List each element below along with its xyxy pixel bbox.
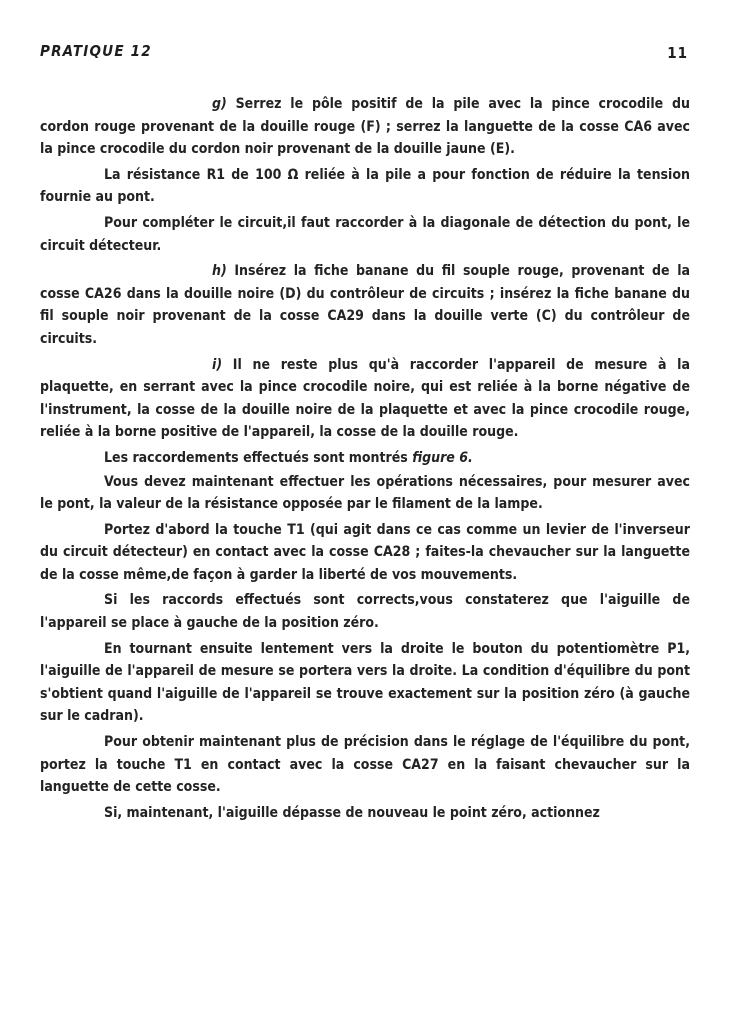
paragraph-text: Vous devez maintenant effectuer les opérations nécessaires, pour mesurer avec le pont, la valeur de la résistance opposée par le filament de la lampe. [40,473,690,513]
paragraph-final [40,802,690,825]
paragraph-step-i [40,354,690,444]
paragraph-aiguille [40,589,690,634]
paragraph-text: Les raccordements effectués sont montrés [104,449,413,466]
page-number: 11 [667,44,688,62]
paragraph-step-g [40,93,690,161]
paragraph-text: Pour obtenir maintenant plus de précision dans le réglage de l'équilibre du pont, portez la touche T1 en contact avec la cosse CA27 en la faisant chevaucher sur la languette de cette cosse. [40,734,690,796]
step-letter: h) [212,263,227,280]
paragraph-text: Portez d'abord la touche T1 (qui agit dans ce cas comme un levier de l'inverseur du circuit détecteur) en contact avec la cosse CA28 ; faites-la chevaucher sur la languette de la cosse même,de façon à garder la liberté de vos mouvements. [40,521,690,583]
paragraph-text: Il ne reste plus qu'à raccorder l'appareil de mesure à la plaquette, en serrant avec la pince crocodile noire, qui est reliée à la borne négative de l'instrument, la cosse de la douille noire de la plaquette et avec la pince crocodile rouge, reliée à la borne positive de l'appareil, la cosse de la douille rouge. [40,356,690,441]
step-letter: g) [212,96,227,112]
paragraph-text: Insérez la fiche banane du fil souple rouge, provenant de la cosse CA26 dans la douille noire (D) du contrôleur de circuits ; insérez la fiche banane du fil souple noir provenant de la cosse CA29 dans la douille verte (C) du contrôleur de circuits. [40,263,690,347]
paragraph-text: En tournant ensuite lentement vers la droite le bouton du potentiomètre P1, l'aiguille de l'appareil de mesure se portera vers la droite. La condition d'équilibre du pont s'obtient quand l'aiguille de l'appareil se trouve exactement sur la position zéro (à gauche sur le cadran). [40,640,690,725]
paragraph-text: Si les raccords effectués sont corrects,vous constaterez que l'aiguille de l'appareil se place à gauche de la position zéro. [40,592,690,632]
body-text [40,93,690,827]
paragraph-text: Pour compléter le circuit,il faut raccorder à la diagonale de détection du pont, le circuit détecteur. [40,214,690,254]
figure-reference: figure 6. [412,449,473,466]
paragraph-step-h [40,260,690,350]
step-letter: i) [212,356,223,373]
paragraph-operations [40,471,690,516]
paragraph-figure-ref [40,447,690,470]
paragraph-precision [40,731,690,799]
paragraph-text: La résistance R1 de 100 Ω reliée à la pile a pour fonction de réduire la tension fournie au pont. [40,166,690,206]
paragraph-potentiometre [40,638,690,728]
paragraph-text: Si, maintenant, l'aiguille dépasse de nouveau le point zéro, actionnez [104,804,600,821]
document-page [40,36,690,996]
page-header [40,36,690,76]
running-title: PRATIQUE 12 [40,42,152,60]
paragraph-resistance [40,164,690,209]
paragraph-touche-t1 [40,519,690,587]
paragraph-detector [40,212,690,257]
paragraph-text: Serrez le pôle positif de la pile avec la pince crocodile du cordon rouge provenant de la douille rouge (F) ; serrez la languette de la cosse CA6 avec la pince crocodile du cordon noir provenant de la douille jaune (E). [40,96,690,158]
